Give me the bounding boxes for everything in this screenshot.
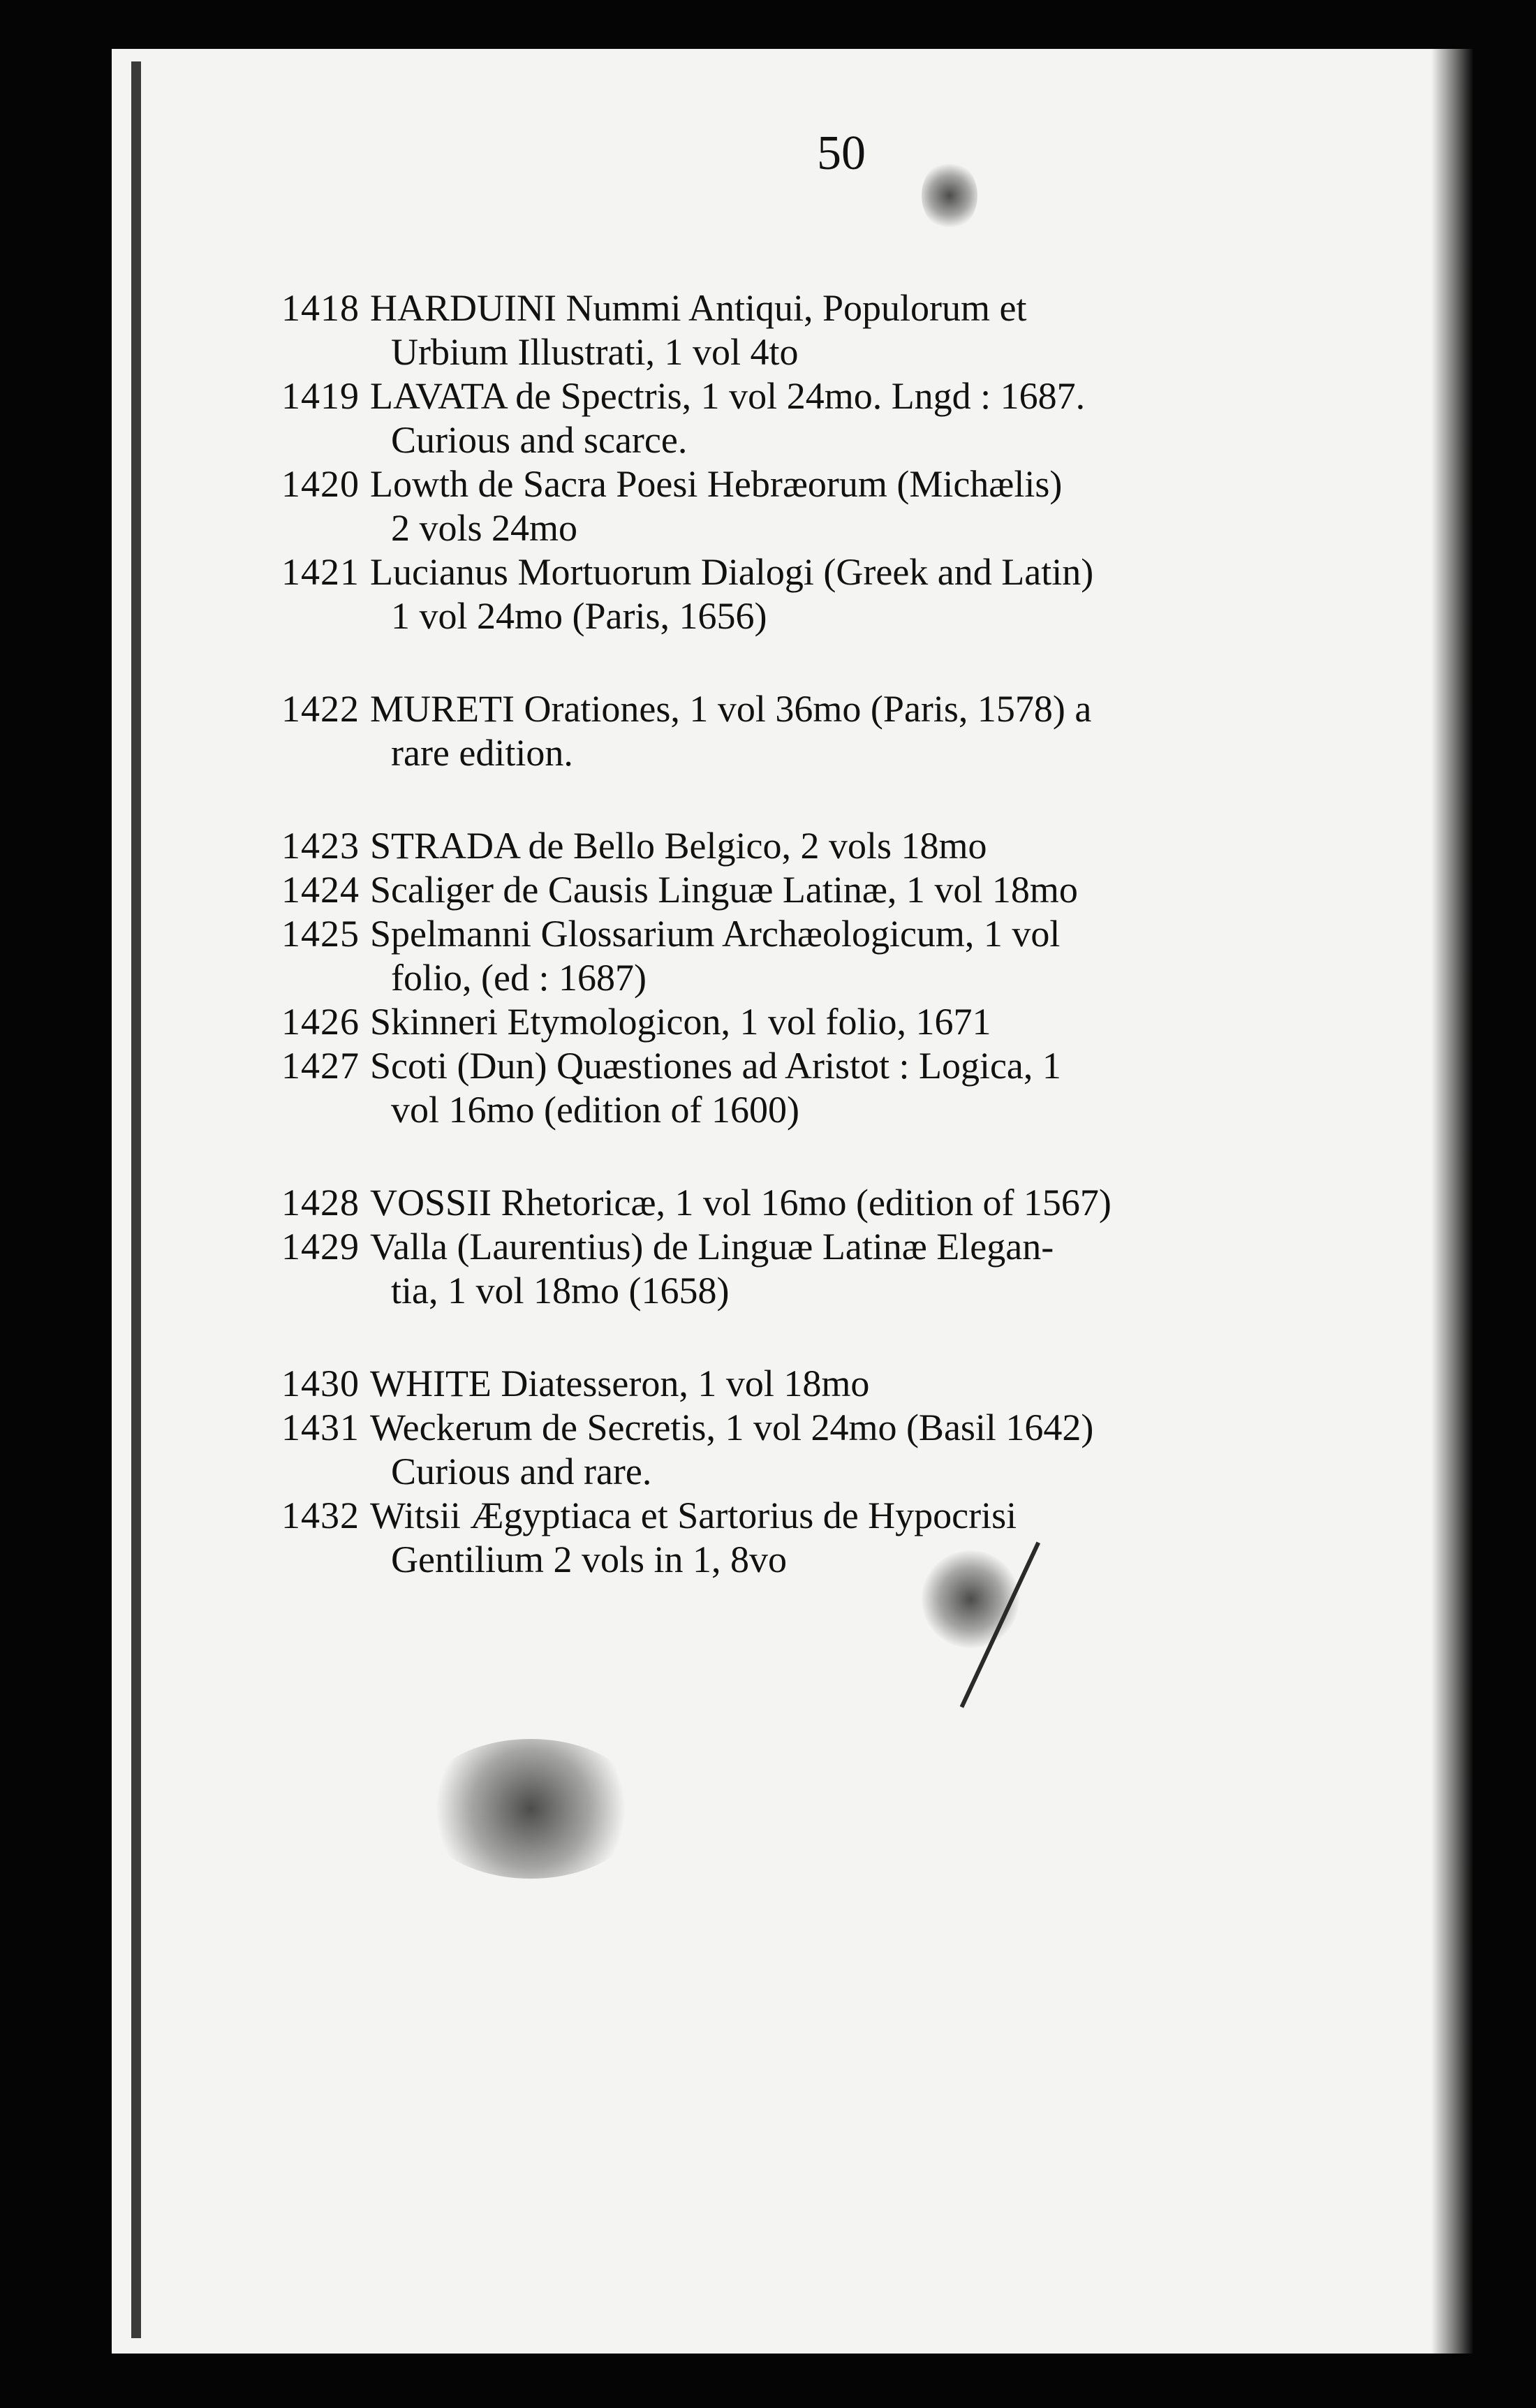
entry-line: Skinneri Etymologicon, 1 vol folio, 1671 — [370, 1001, 991, 1043]
catalogue-entry — [281, 286, 1473, 374]
entry-text — [370, 1494, 1473, 1582]
catalogue-page — [112, 49, 1473, 2354]
entry-text — [370, 1406, 1473, 1494]
entry-line: Curious and rare. — [391, 1451, 652, 1492]
entry-line: folio, (ed : 1687) — [391, 957, 647, 999]
entry-line: LAVATA de Spectris, 1 vol 24mo. Lngd : 1687. — [370, 375, 1086, 417]
entry-text — [370, 868, 1473, 912]
entry-line: vol 16mo (edition of 1600) — [391, 1089, 799, 1131]
catalogue-entry — [281, 912, 1473, 1000]
catalogue-entry — [281, 1494, 1473, 1582]
entry-number: 1423 — [281, 825, 360, 867]
entry-text — [370, 687, 1473, 775]
entry-number: 1421 — [281, 551, 360, 593]
entry-text — [370, 1044, 1473, 1132]
catalogue-entry — [281, 868, 1473, 912]
entry-text — [370, 1225, 1473, 1313]
entry-number: 1430 — [281, 1363, 360, 1404]
entry-number: 1425 — [281, 913, 360, 955]
entry-line: 1 vol 24mo (Paris, 1656) — [391, 595, 767, 637]
entry-line: MURETI Orationes, 1 vol 36mo (Paris, 1578) a — [370, 688, 1092, 730]
entry-number: 1428 — [281, 1182, 360, 1224]
catalogue-entry — [281, 1000, 1473, 1044]
catalogue-entry — [281, 374, 1473, 462]
entry-line: Witsii Ægyptiaca et Sartorius de Hypocrisi — [370, 1495, 1017, 1536]
catalogue-entry — [281, 1225, 1473, 1313]
entry-line: Valla (Laurentius) de Linguæ Latinæ Elegan- — [370, 1226, 1054, 1268]
entry-line: Spelmanni Glossarium Archæologicum, 1 vol — [370, 913, 1061, 955]
catalogue-entry — [281, 1181, 1473, 1225]
entry-text — [370, 550, 1473, 638]
catalogue-entry — [281, 824, 1473, 868]
ink-stain — [922, 161, 977, 230]
entry-line: Curious and scarce. — [391, 419, 688, 461]
entry-number: 1418 — [281, 287, 360, 329]
entry-line: tia, 1 vol 18mo (1658) — [391, 1270, 730, 1312]
entry-line: rare edition. — [391, 732, 573, 774]
entry-line: Lowth de Sacra Poesi Hebræorum (Michælis) — [370, 463, 1063, 505]
catalogue-entry — [281, 462, 1473, 550]
entry-line: Weckerum de Secretis, 1 vol 24mo (Basil 1642) — [370, 1407, 1094, 1448]
entry-text — [370, 1362, 1473, 1406]
entry-line: VOSSII Rhetoricæ, 1 vol 16mo (edition of 1567) — [370, 1182, 1112, 1224]
entry-text — [370, 374, 1473, 462]
entry-number: 1431 — [281, 1407, 360, 1448]
entry-number: 1426 — [281, 1001, 360, 1043]
entry-line: 2 vols 24mo — [391, 507, 578, 549]
entry-text — [370, 1000, 1473, 1044]
entry-line: Lucianus Mortuorum Dialogi (Greek and Latin) — [370, 551, 1094, 593]
entry-number: 1419 — [281, 375, 360, 417]
ink-stain — [419, 1739, 642, 1879]
entry-text — [370, 462, 1473, 550]
entry-number: 1427 — [281, 1045, 360, 1087]
entry-number: 1424 — [281, 869, 360, 911]
entry-text — [370, 1181, 1473, 1225]
entry-number: 1432 — [281, 1495, 360, 1536]
entry-number: 1429 — [281, 1226, 360, 1268]
catalogue-entry — [281, 550, 1473, 638]
page-number: 50 — [817, 126, 866, 180]
catalogue-entry — [281, 1044, 1473, 1132]
catalogue-list — [281, 286, 1473, 1582]
catalogue-entry — [281, 1362, 1473, 1406]
entry-line: STRADA de Bello Belgico, 2 vols 18mo — [370, 825, 987, 867]
entry-number: 1422 — [281, 688, 360, 730]
entry-text — [370, 286, 1473, 374]
entry-text — [370, 824, 1473, 868]
catalogue-entry — [281, 687, 1473, 775]
catalogue-entry — [281, 1406, 1473, 1494]
entry-line: HARDUINI Nummi Antiqui, Populorum et — [370, 287, 1027, 329]
entry-number: 1420 — [281, 463, 360, 505]
entry-line: Scoti (Dun) Quæstiones ad Aristot : Logica, 1 — [370, 1045, 1061, 1087]
ink-stain — [922, 1550, 1019, 1648]
entry-line: Urbium Illustrati, 1 vol 4to — [391, 331, 799, 373]
entry-line: Gentilium 2 vols in 1, 8vo — [391, 1539, 787, 1580]
entry-line: WHITE Diatesseron, 1 vol 18mo — [370, 1363, 870, 1404]
entry-text — [370, 912, 1473, 1000]
entry-line: Scaliger de Causis Linguæ Latinæ, 1 vol 18mo — [370, 869, 1078, 911]
